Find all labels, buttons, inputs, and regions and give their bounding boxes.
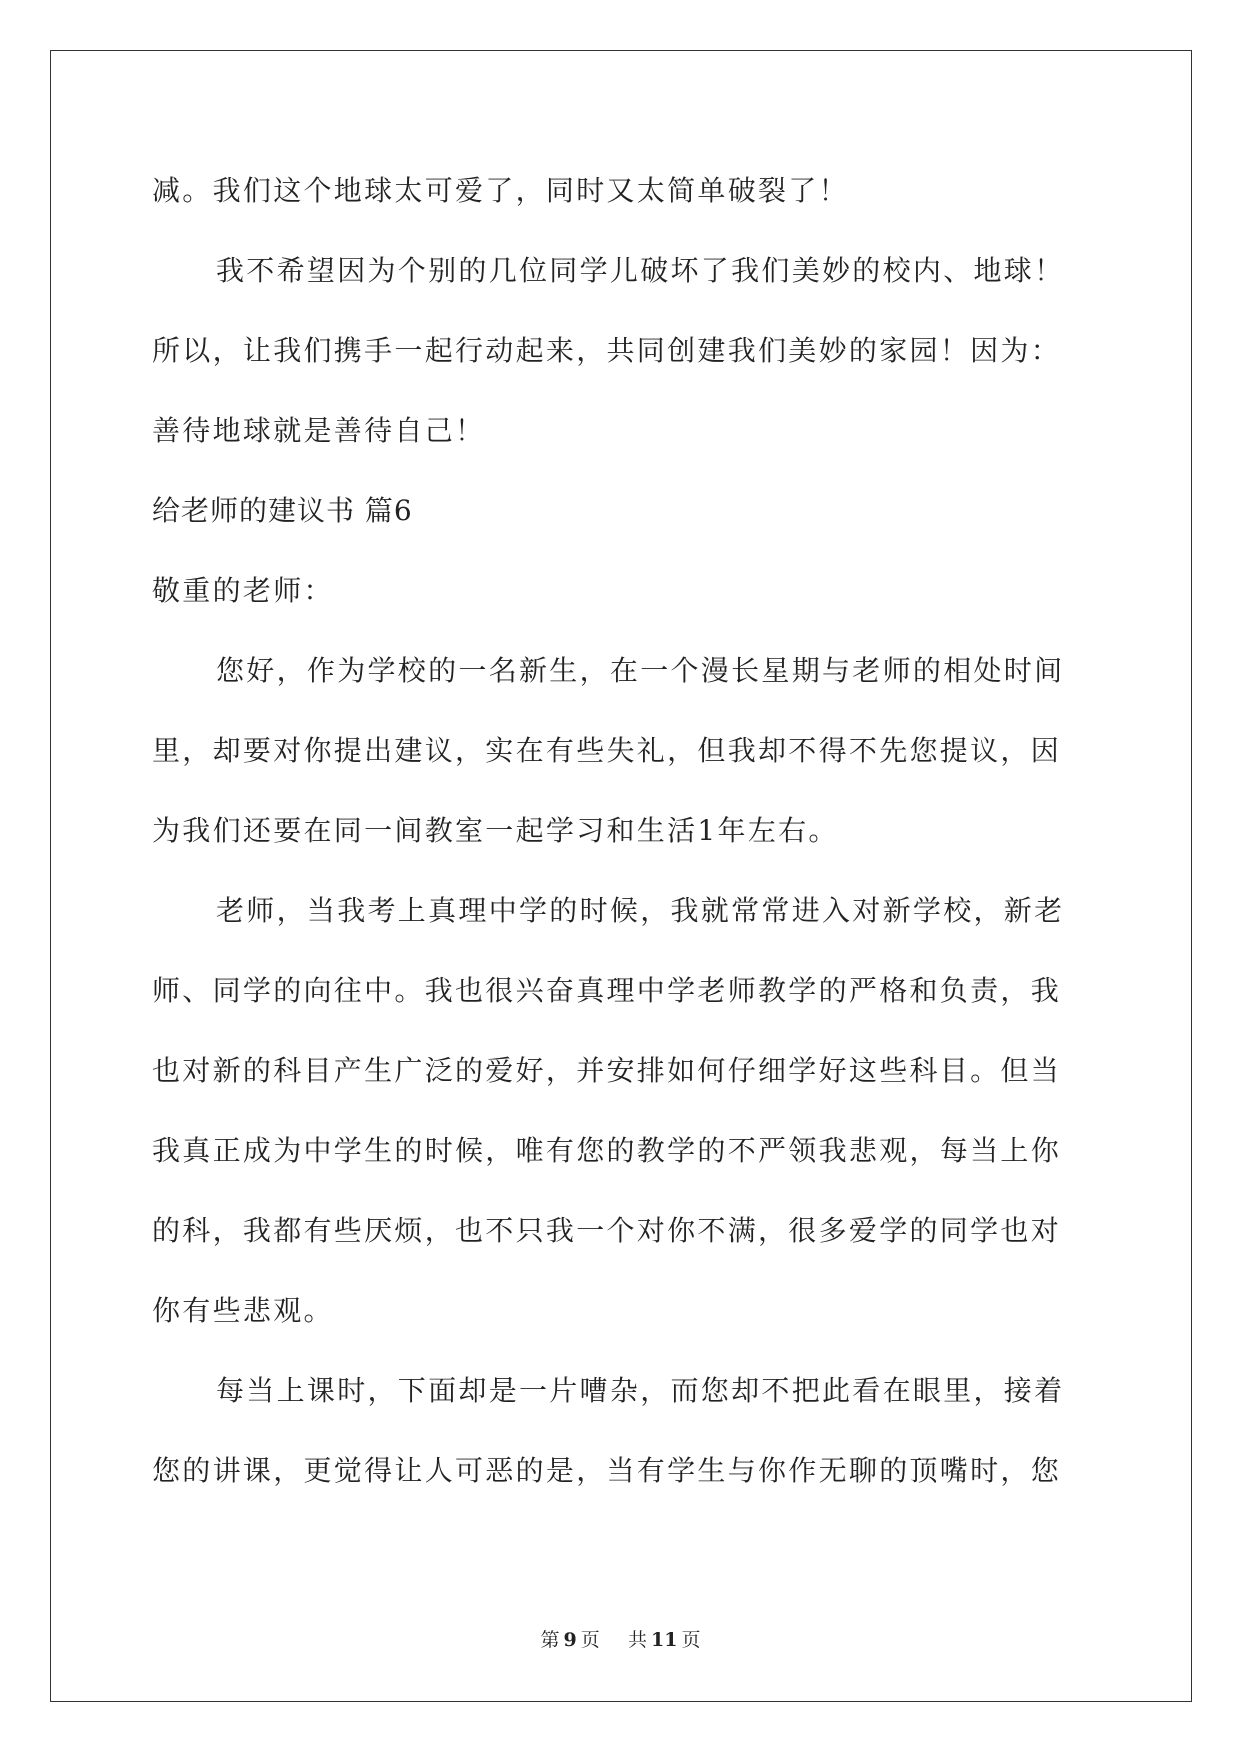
footer-page-suffix: 页 xyxy=(580,1629,600,1651)
page-footer xyxy=(0,1628,1241,1652)
current-page-number: 9 xyxy=(563,1629,577,1651)
footer-total-prefix: 共 xyxy=(627,1629,647,1651)
text-line: 我真正成为中学生的时候，唯有您的教学的不严领我悲观，每当上你 xyxy=(152,1134,1062,1167)
text-line: 的科，我都有些厌烦，也不只我一个对你不满，很多爱学的同学也对 xyxy=(152,1214,1062,1247)
text-line: 您好，作为学校的一名新生，在一个漫长星期与老师的相处时间 xyxy=(216,654,1065,687)
text-line: 师、同学的向往中。我也很兴奋真理中学老师教学的严格和负责，我 xyxy=(152,974,1062,1007)
section-heading: 给老师的建议书 篇6 xyxy=(152,494,413,527)
text-line: 善待地球就是善待自己！ xyxy=(152,414,486,447)
text-line: 老师，当我考上真理中学的时候，我就常常进入对新学校，新老 xyxy=(216,894,1065,927)
text-line: 也对新的科目产生广泛的爱好，并安排如何仔细学好这些科目。但当 xyxy=(152,1054,1062,1087)
text-line: 里，却要对你提出建议，实在有些失礼，但我却不得不先您提议，因 xyxy=(152,734,1062,767)
text-line: 我不希望因为个别的几位同学儿破坏了我们美妙的校内、地球！ xyxy=(216,254,1065,287)
footer-prefix: 第 xyxy=(540,1629,560,1651)
text-line: 减。我们这个地球太可爱了，同时又太简单破裂了！ xyxy=(152,174,849,207)
text-line: 你有些悲观。 xyxy=(152,1294,334,1327)
text-line: 您的讲课，更觉得让人可恶的是，当有学生与你作无聊的顶嘴时，您 xyxy=(152,1454,1062,1487)
salutation: 敬重的老师： xyxy=(152,574,334,607)
total-pages-number: 11 xyxy=(650,1629,678,1651)
text-line: 为我们还要在同一间教室一起学习和生活1年左右。 xyxy=(152,814,839,847)
text-line: 所以，让我们携手一起行动起来，共同创建我们美妙的家园！因为： xyxy=(152,334,1062,367)
footer-total-suffix: 页 xyxy=(681,1629,701,1651)
text-line: 每当上课时，下面却是一片嘈杂，而您却不把此看在眼里，接着 xyxy=(216,1374,1065,1407)
